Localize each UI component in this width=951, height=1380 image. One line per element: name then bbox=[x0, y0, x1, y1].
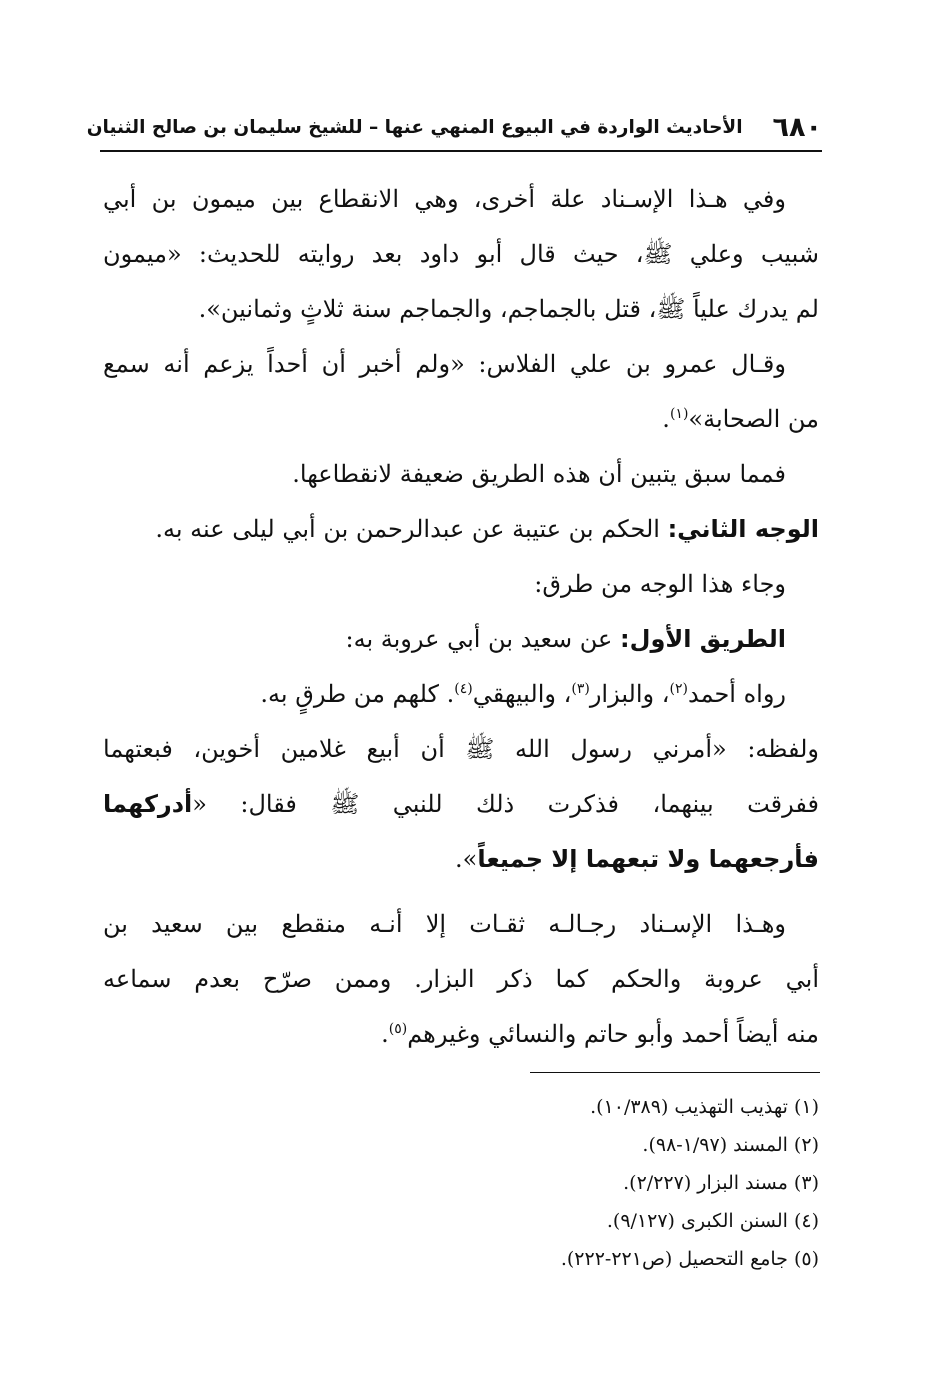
footnote-ref: (٢) bbox=[669, 681, 688, 697]
text-line bbox=[103, 667, 819, 722]
text-line bbox=[103, 612, 819, 667]
text-span: ففرقت بينهما، فذكرت ذلك للنبي ﷺ فقال: « bbox=[192, 790, 819, 818]
text-span: الحكم بن عتيبة عن عبدالرحمن بن أبي ليلى عنه به. bbox=[155, 515, 668, 543]
footnote-ref: (٥) bbox=[388, 1021, 408, 1037]
text-line bbox=[103, 392, 819, 447]
text-span: من الصحابة» bbox=[688, 405, 819, 433]
text-line: وجاء هذا الوجه من طرق: bbox=[534, 570, 786, 598]
text-span: ». bbox=[455, 845, 478, 873]
section-heading: الوجه الثاني: bbox=[667, 515, 819, 543]
header-rule bbox=[100, 150, 822, 152]
text-span: . bbox=[381, 1020, 389, 1048]
text-line: لم يدرك علياً ﷺ، قتل بالجماجم، والجماجم سنة ثلاثٍ وثمانين». bbox=[198, 295, 819, 323]
text-span: ، والبيهقي bbox=[472, 680, 572, 708]
text-line bbox=[103, 832, 819, 887]
footnotes bbox=[103, 1088, 819, 1278]
footnote: (٢) المسند (١/٩٧-٩٨). bbox=[642, 1134, 819, 1156]
page-header bbox=[86, 104, 822, 148]
text-span: . bbox=[662, 405, 670, 433]
footnote-separator bbox=[530, 1072, 820, 1073]
footnote-ref: (٤) bbox=[454, 681, 473, 697]
text-line: وهـذا الإسـناد رجـالـه ثقـات إلا أنـه منقطع بين سعيد بن bbox=[103, 910, 786, 938]
text-line: وفي هـذا الإسـناد علة أخرى، وهي الانقطاع بين ميمون بن أبي bbox=[103, 185, 786, 213]
text-span: ، والبزار bbox=[589, 680, 670, 708]
text-line: ولفظه: «أمرني رسول الله ﷺ أن أبيع غلامين أخوين، فبعتهما bbox=[103, 735, 819, 763]
text-line bbox=[103, 1007, 819, 1062]
footnote: (٤) السنن الكبرى (٩/١٢٧). bbox=[606, 1210, 819, 1232]
text-line: فمما سبق يتبين أن هذه الطريق ضعيفة لانقطاعها. bbox=[292, 460, 786, 488]
text-span: منه أيضاً أحمد وأبو حاتم والنسائي وغيرهم bbox=[407, 1020, 819, 1048]
text-span: رواه أحمد bbox=[687, 680, 786, 708]
footnote-ref: (٣) bbox=[571, 681, 590, 697]
footnote-ref: (١) bbox=[669, 406, 689, 422]
running-title: الأحاديث الواردة في البيوع المنهي عنها – للشيخ سليمان بن صالح الثنيان bbox=[86, 117, 743, 138]
hadith-quote: فأرجعهما ولا تبعهما إلا جميعاً bbox=[477, 845, 819, 873]
page-number: ٦٨٠ bbox=[772, 112, 822, 143]
subsection-heading: الطريق الأول: bbox=[620, 625, 786, 653]
main-text bbox=[103, 172, 819, 1062]
text-span: . كلهم من طرقٍ به. bbox=[260, 680, 455, 708]
text-line: شبيب وعلي ﷺ، حيث قال أبو داود بعد روايته للحديث: «ميمون bbox=[103, 240, 819, 268]
text-line: أبي عروبة والحكم كما ذكر البزار. وممن صرّح بعدم سماعه bbox=[103, 965, 819, 993]
footnote: (١) تهذيب التهذيب (١٠/٣٨٩). bbox=[590, 1096, 819, 1118]
text-line bbox=[103, 502, 819, 557]
text-span: عن سعيد بن أبي عروبة به: bbox=[345, 625, 621, 653]
hadith-quote: أدركهما bbox=[103, 790, 193, 818]
paragraph-gap bbox=[103, 887, 819, 897]
footnote: (٥) جامع التحصيل (ص٢٢١-٢٢٢). bbox=[560, 1248, 819, 1270]
text-line: وقـال عمرو بن علي الفلاس: «ولم أخبر أن أحداً يزعم أنه سمع bbox=[103, 350, 786, 378]
text-line bbox=[103, 777, 819, 832]
footnote: (٣) مسند البزار (٢/٢٢٧). bbox=[623, 1172, 819, 1194]
